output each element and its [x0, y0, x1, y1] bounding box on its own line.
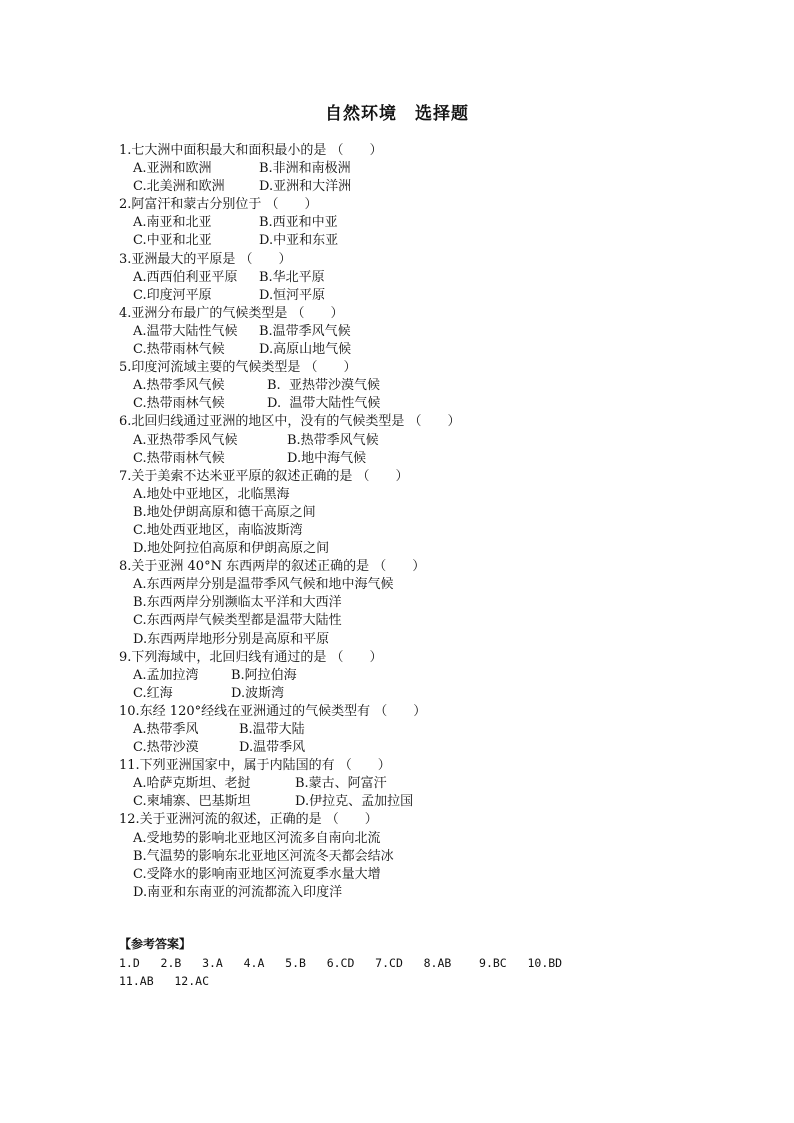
answer-option: A.孟加拉湾 [133, 667, 199, 683]
question-stem: 5.印度河流域主要的气候类型是 （ ） [119, 360, 357, 376]
answer-option: A.温带大陆性气候 [133, 323, 238, 339]
answer-option: A.哈萨克斯坦、老挝 [133, 776, 251, 792]
answer-option: D.南亚和东南亚的河流都流入印度洋 [133, 884, 343, 900]
option-row [119, 685, 719, 703]
question-10 [119, 703, 719, 757]
answer-option: D.温带季风 [239, 740, 306, 756]
answer-option: C.热带雨林气候 [133, 342, 225, 358]
question-stem: 6.北回归线通过亚洲的地区中，没有的气候类型是 （ ） [119, 414, 461, 430]
option-row [119, 432, 719, 450]
question-4 [119, 305, 719, 359]
answer-option: B. 亚热带沙漠气候 [267, 378, 380, 394]
question-stem: 2.阿富汗和蒙古分别位于 （ ） [119, 197, 318, 213]
answer-option: D.高原山地气候 [259, 342, 352, 358]
option-row [119, 576, 719, 594]
answer-option: B.蒙古、阿富汗 [295, 776, 387, 792]
option-row [119, 631, 719, 649]
option-row [119, 793, 719, 811]
option-row [119, 775, 719, 793]
question-8 [119, 558, 719, 648]
answer-option: D.波斯湾 [231, 685, 285, 701]
option-row [119, 830, 719, 848]
answer-option: D.恒河平原 [259, 287, 326, 303]
answer-option: C.热带沙漠 [133, 740, 199, 756]
question-stem: 9.下列海域中，北回归线有通过的是 （ ） [119, 649, 383, 665]
option-row [119, 486, 719, 504]
answer-option: D.伊拉克、孟加拉国 [295, 794, 414, 810]
answer-option: C.热带雨林气候 [133, 396, 225, 412]
answer-option: C.红海 [133, 685, 173, 701]
question-2 [119, 196, 719, 250]
answer-option: B.地处伊朗高原和德干高原之间 [133, 504, 316, 520]
question-stem: 3.亚洲最大的平原是 （ ） [119, 251, 292, 267]
answer-option: A.热带季风 [133, 722, 199, 737]
answer-option: A.东西两岸分别是温带季风气候和地中海气候 [133, 577, 394, 593]
page-title: 自然环境 选择题 [325, 104, 469, 124]
answer-option: A.南亚和北亚 [133, 215, 212, 231]
option-row [119, 848, 719, 866]
answer-option: D.亚洲和大洋洲 [259, 179, 352, 195]
answer-option: A.亚洲和欧洲 [133, 161, 212, 177]
answer-option: A.地处中亚地区，北临黑海 [133, 486, 290, 502]
answer-option: C.柬埔寨、巴基斯坦 [133, 794, 251, 810]
answer-option: A.受地势的影响北亚地区河流多自南向北流 [133, 830, 381, 846]
option-row [119, 341, 719, 359]
answer-option: C.北美洲和欧洲 [133, 179, 225, 195]
answer-option: B.东西两岸分别濒临太平洋和大西洋 [133, 595, 342, 611]
question-1 [119, 142, 719, 196]
option-row [119, 594, 719, 612]
answer-option: B.华北平原 [259, 269, 325, 285]
question-stem: 12.关于亚洲河流的叙述，正确的是 （ ） [119, 812, 378, 828]
answer-option: C.东西两岸气候类型都是温带大陆性 [133, 613, 342, 629]
option-row [119, 540, 719, 558]
question-7 [119, 468, 719, 558]
answer-option: D.地中海气候 [287, 450, 367, 466]
question-stem: 11.下列亚洲国家中，属于内陆国的有 （ ） [119, 758, 391, 774]
option-row [119, 214, 719, 232]
option-row [119, 287, 719, 305]
answer-option: B.气温势的影响东北亚地区河流冬天都会结冰 [133, 848, 394, 864]
option-row [119, 323, 719, 341]
answer-line-2: 11.AB 12.AC [119, 974, 210, 988]
question-stem: 10.东经 120°经线在亚洲通过的气候类型有 （ ） [119, 703, 427, 719]
question-stem: 1.七大洲中面积最大和面积最小的是 （ ） [119, 143, 383, 158]
question-list [119, 142, 719, 902]
question-6 [119, 413, 719, 467]
question-stem: 7.关于美索不达米亚平原的叙述正确的是 （ ） [119, 468, 409, 484]
answer-option: C.受降水的影响南亚地区河流夏季水量大增 [133, 866, 381, 882]
answer-option: D.东西两岸地形分别是高原和平原 [133, 631, 330, 647]
option-row [119, 522, 719, 540]
answer-option: A.西西伯利亚平原 [133, 269, 238, 285]
question-11 [119, 757, 719, 811]
question-12 [119, 811, 719, 901]
answer-option: B.温带季风气候 [259, 323, 351, 339]
option-row [119, 160, 719, 178]
option-row [119, 232, 719, 250]
option-row [119, 269, 719, 287]
answer-option: B.热带季风气候 [287, 432, 379, 448]
answer-option: D.地处阿拉伯高原和伊朗高原之间 [133, 541, 330, 557]
answer-line-1: 1.D 2.B 3.A 4.A 5.B 6.CD 7.CD 8.AB 9.BC 10.BD [119, 956, 563, 970]
option-row [119, 667, 719, 685]
option-row [119, 612, 719, 630]
answer-option: B.非洲和南极洲 [259, 161, 351, 177]
question-5 [119, 359, 719, 413]
option-row [119, 866, 719, 884]
option-row [119, 884, 719, 902]
option-row [119, 739, 719, 757]
answer-option: B.阿拉伯海 [231, 667, 297, 683]
answer-option: C.地处西亚地区，南临波斯湾 [133, 522, 303, 538]
question-stem: 8.关于亚洲 40°N 东西两岸的叙述正确的是 （ ） [119, 559, 426, 575]
question-9 [119, 649, 719, 703]
option-row [119, 178, 719, 196]
answer-option: C.中亚和北亚 [133, 233, 212, 249]
answer-option: C.印度河平原 [133, 287, 212, 303]
question-3 [119, 251, 719, 305]
answer-option: B.温带大陆 [239, 722, 305, 737]
answer-option: C.热带雨林气候 [133, 450, 225, 466]
answer-option: A.热带季风气候 [133, 378, 225, 394]
answer-option: D. 温带大陆性气候 [267, 396, 381, 412]
option-row [119, 395, 719, 413]
answer-heading: 【参考答案】 [119, 937, 192, 951]
answer-option: D.中亚和东亚 [259, 233, 339, 249]
answer-option: A.亚热带季风气候 [133, 432, 238, 448]
question-stem: 4.亚洲分布最广的气候类型是 （ ） [119, 305, 344, 321]
option-row [119, 377, 719, 395]
option-row [119, 504, 719, 522]
option-row [119, 450, 719, 468]
answer-key [119, 934, 719, 990]
answer-option: B.西亚和中亚 [259, 215, 338, 231]
option-row [119, 721, 719, 739]
